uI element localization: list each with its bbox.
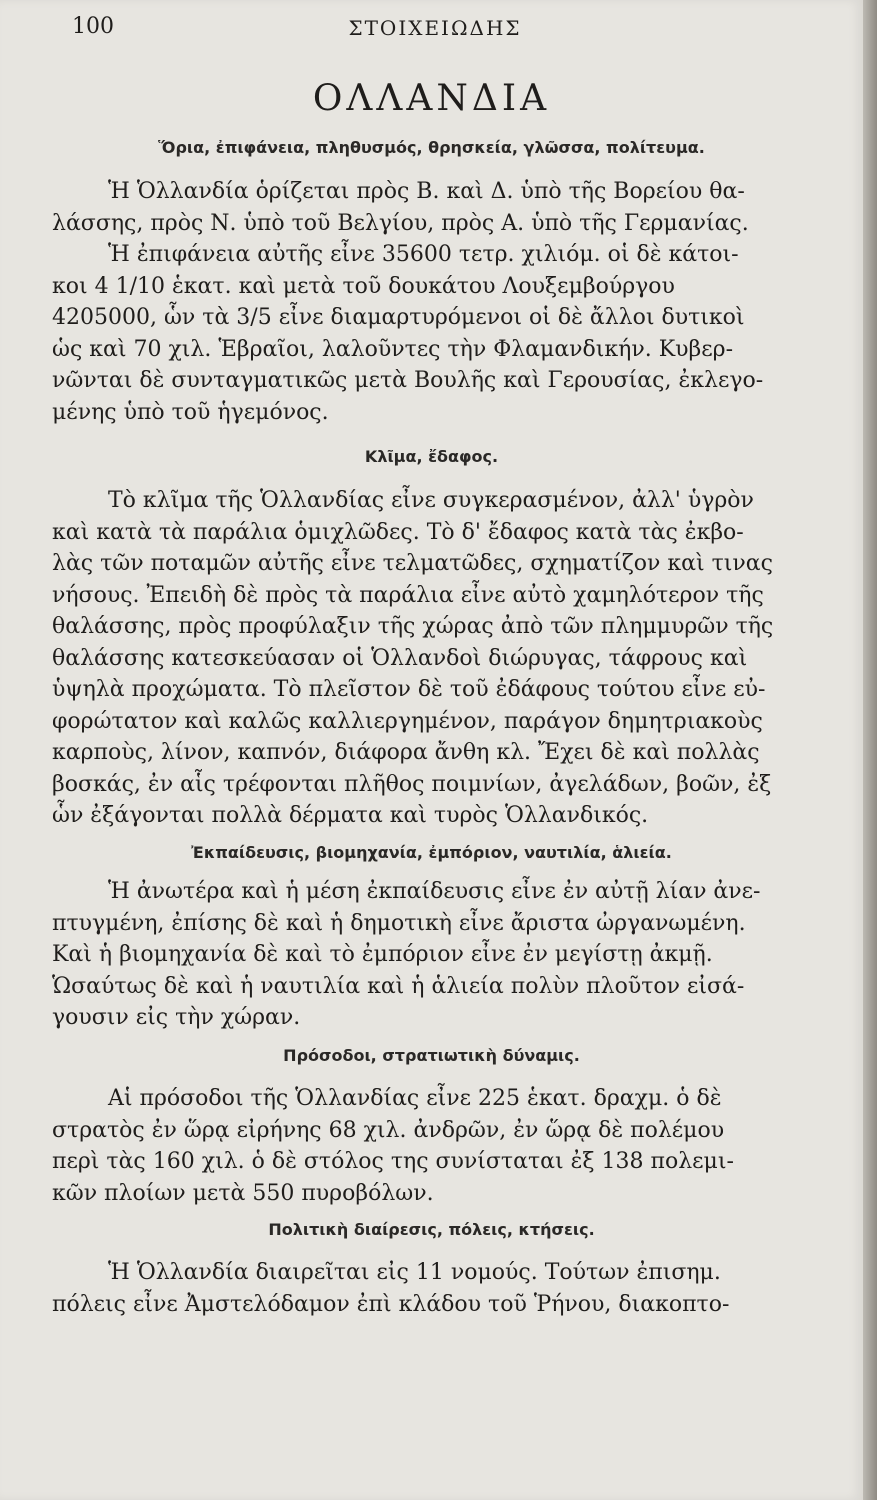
text-line: Ἡ ἐπιφάνεια αὐτῆς εἶνε 35600 τετρ. χιλιόμ. οἱ δὲ κάτοι- — [108, 242, 739, 267]
text-line: ὑψηλὰ προχώματα. Τὸ πλεῖστον δὲ τοῦ ἐδάφους τούτου εἶνε εὐ- — [52, 677, 766, 702]
section-body — [52, 1257, 792, 1320]
chapter-title: ΟΛΛΑΝΔΙΑ — [312, 78, 551, 119]
text-line: Καὶ ἡ βιομηχανία δὲ καὶ τὸ ἐμπόριον εἶνε ἐν μεγίστῃ ἀκμῇ. — [52, 942, 713, 967]
page-header — [0, 14, 863, 44]
text-line: Τὸ κλῖμα τῆς Ὁλλανδίας εἶνε συγκερασμένον, ἀλλ' ὑγρὸν — [108, 488, 754, 513]
text-line: νήσους. Ἐπειδὴ δὲ πρὸς τὰ παράλια εἶνε αὐτὸ χαμηλότερον τῆς — [52, 582, 764, 608]
text-line: στρατὸς ἐν ὥρᾳ εἰρήνης 68 χιλ. ἀνδρῶν, ἐν ὥρᾳ δὲ πολέμου — [52, 1117, 725, 1143]
text-line: Ὡσαύτως δὲ καὶ ἡ ναυτιλία καὶ ἡ ἁλιεία πολὺν πλοῦτον εἰσά- — [52, 973, 745, 999]
page-number: 100 — [72, 14, 114, 39]
text-line: Ἡ Ὁλλανδία ὁρίζεται πρὸς Β. καὶ Δ. ὑπὸ τῆς Βορείου θα- — [108, 179, 745, 204]
section-body — [52, 176, 792, 428]
text-line: γουσιν εἰς τὴν χώραν. — [52, 1005, 301, 1030]
text-line: κῶν πλοίων μετὰ 550 πυροβόλων. — [52, 1180, 434, 1206]
text-line: νῶνται δὲ συνταγματικῶς μετὰ Βουλῆς καὶ Γερουσίας, ἐκλεγο- — [52, 368, 764, 393]
page-edge — [863, 0, 877, 1500]
text-line: φορώτατον καὶ καλῶς καλλιεργημένον, παράγον δημητριακοὺς — [52, 708, 763, 734]
text-line: μένης ὑπὸ τοῦ ἡγεμόνος. — [52, 399, 329, 425]
text-line: πτυγμένη, ἐπίσης δὲ καὶ ἡ δημοτικὴ εἶνε ἄριστα ὠργανωμένη. — [52, 910, 746, 936]
text-line: ὡς καὶ 70 χιλ. Ἑβραῖοι, λαλοῦντες τὴν Φλαμανδικήν. Κυβερ- — [52, 336, 734, 362]
text-line: βοσκάς, ἐν αἷς τρέφονται πλῆθος ποιμνίων, ἀγελάδων, βοῶν, ἐξ — [52, 771, 772, 797]
section-body — [52, 876, 792, 1034]
text-line: θαλάσσης, πρὸς προφύλαξιν τῆς χώρας ἀπὸ τῶν πλημμυρῶν τῆς — [52, 614, 774, 639]
section-heading: Πολιτικὴ διαίρεσις, πόλεις, κτήσεις. — [268, 1220, 595, 1239]
text-line: 4205000, ὧν τὰ 3/5 εἶνε διαμαρτυρόμενοι οἱ δὲ ἄλλοι δυτικοὶ — [52, 305, 745, 330]
text-line: λὰς τῶν ποταμῶν αὐτῆς εἶνε τελματῶδες, σχηματίζον καὶ τινας — [52, 551, 773, 576]
section-body — [52, 485, 792, 832]
text-line: λάσσης, πρὸς Ν. ὑπὸ τοῦ Βελγίου, πρὸς Α. ὑπὸ τῆς Γερμανίας. — [52, 210, 749, 236]
section-body — [52, 1083, 792, 1209]
text-line: Αἱ πρόσοδοι τῆς Ὁλλανδίας εἶνε 225 ἑκατ. δραχμ. ὁ δὲ — [108, 1086, 722, 1111]
text-line: θαλάσσης κατεσκεύασαν οἱ Ὁλλανδοὶ διώρυγας, τάφρους καὶ — [52, 645, 748, 671]
text-line: πόλεις εἶνε Ἀμστελόδαμον ἐπὶ κλάδου τοῦ Ῥήνου, διακοπτο- — [52, 1291, 730, 1317]
text-line: Ἡ Ὁλλανδία διαιρεῖται εἰς 11 νομούς. Τούτων ἐπισημ. — [108, 1260, 721, 1285]
text-line: καρποὺς, λίνον, καπνόν, διάφορα ἄνθη κλ. Ἔχει δὲ καὶ πολλὰς — [52, 740, 760, 765]
text-line: Ἡ ἀνωτέρα καὶ ἡ μέση ἐκπαίδευσις εἶνε ἐν αὐτῇ λίαν ἀνε- — [108, 879, 761, 904]
text-line: περὶ τὰς 160 χιλ. ὁ δὲ στόλος της συνίσταται ἐξ 138 πολεμι- — [52, 1149, 734, 1174]
text-line: καὶ κατὰ τὰ παράλια ὁμιχλῶδες. Τὸ δ' ἔδαφος κατὰ τὰς ἐκβο- — [52, 519, 744, 545]
text-line: ὧν ἐξάγονται πολλὰ δέρματα καὶ τυρὸς Ὁλλανδικός. — [52, 803, 649, 828]
section-heading: Ὅρια, ἐπιφάνεια, πληθυσμός, θρησκεία, γλῶσσα, πολίτευμα. — [158, 138, 705, 157]
section-heading: Ἐκπαίδευσις, βιομηχανία, ἐμπόριον, ναυτιλία, ἁλιεία. — [191, 843, 672, 862]
section-heading: Πρόσοδοι, στρατιωτικὴ δύναμις. — [283, 1046, 580, 1065]
section-heading: Κλῖμα, ἔδαφος. — [364, 447, 499, 466]
text-line: κοι 4 1/10 ἑκατ. καὶ μετὰ τοῦ δουκάτου Λουξεμβούργου — [52, 273, 675, 299]
running-title: ΣΤΟΙΧΕΙΩΔΗΣ — [348, 16, 522, 40]
